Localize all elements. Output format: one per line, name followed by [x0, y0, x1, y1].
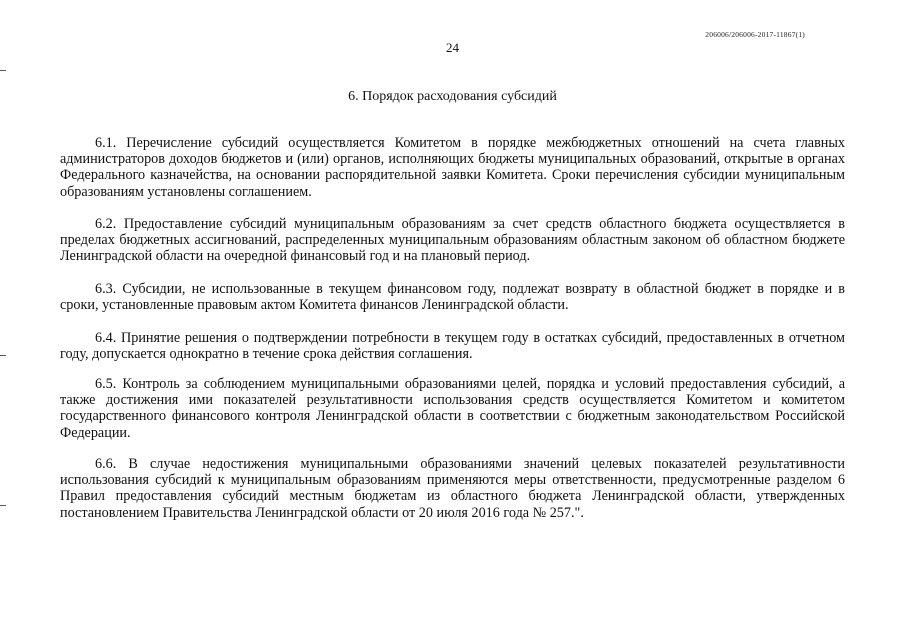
paragraph-6-6: 6.6. В случае недостижения муниципальными образованиями значений целевых показателей результативности использования субсидий к муниципальным образованиям применяются меры ответственности, предусмотренные разделом 6 Правил предоставления субсидий местным бюджетам из областного бюджета Ленинградской области, утвержденных постановлением Правительства Ленинградской области от 20 июля 2016 года № 257.".	[60, 456, 845, 521]
page-number: 24	[446, 40, 459, 55]
scan-edge-mark	[0, 505, 6, 506]
paragraph-6-4: 6.4. Принятие решения о подтверждении потребности в текущем году в остатках субсидий, предоставленных в отчетном году, допускается однократно в течение срока действия соглашения.	[60, 330, 845, 363]
section-title: 6. Порядок расходования субсидий	[348, 89, 557, 104]
scan-edge-mark	[0, 355, 6, 356]
paragraph-6-5: 6.5. Контроль за соблюдением муниципальными образованиями целей, порядка и условий предоставления субсидий, а также достижения ими показателей результативности использования средств осуществляется Комитетом и комитетом государственного финансового контроля Ленинградской области в соответствии с бюджетным законодательством Российской Федерации.	[60, 376, 845, 441]
document-id: 206006/206006-2017-11867(1)	[705, 30, 805, 39]
paragraph-6-3: 6.3. Субсидии, не использованные в текущем финансовом году, подлежат возврату в областной бюджет в порядке и в сроки, установленные правовым актом Комитета финансов Ленинградской области.	[60, 281, 845, 314]
paragraph-6-1: 6.1. Перечисление субсидий осуществляется Комитетом в порядке межбюджетных отношений на счета главных администраторов доходов бюджетов и (или) органов, исполняющих бюджеты муниципальных образований, открытые в органах Федерального казначейства, на основании распорядительной заявки Комитета. Сроки перечисления субсидии муниципальным образованиям установлены соглашением.	[60, 135, 845, 200]
paragraph-6-2: 6.2. Предоставление субсидий муниципальным образованиям за счет средств областного бюджета осуществляется в пределах бюджетных ассигнований, распределенных муниципальным образованиям областным законом об областном бюджете Ленинградской области на очередной финансовый год и на плановый период.	[60, 216, 845, 265]
scan-edge-mark	[0, 70, 6, 71]
